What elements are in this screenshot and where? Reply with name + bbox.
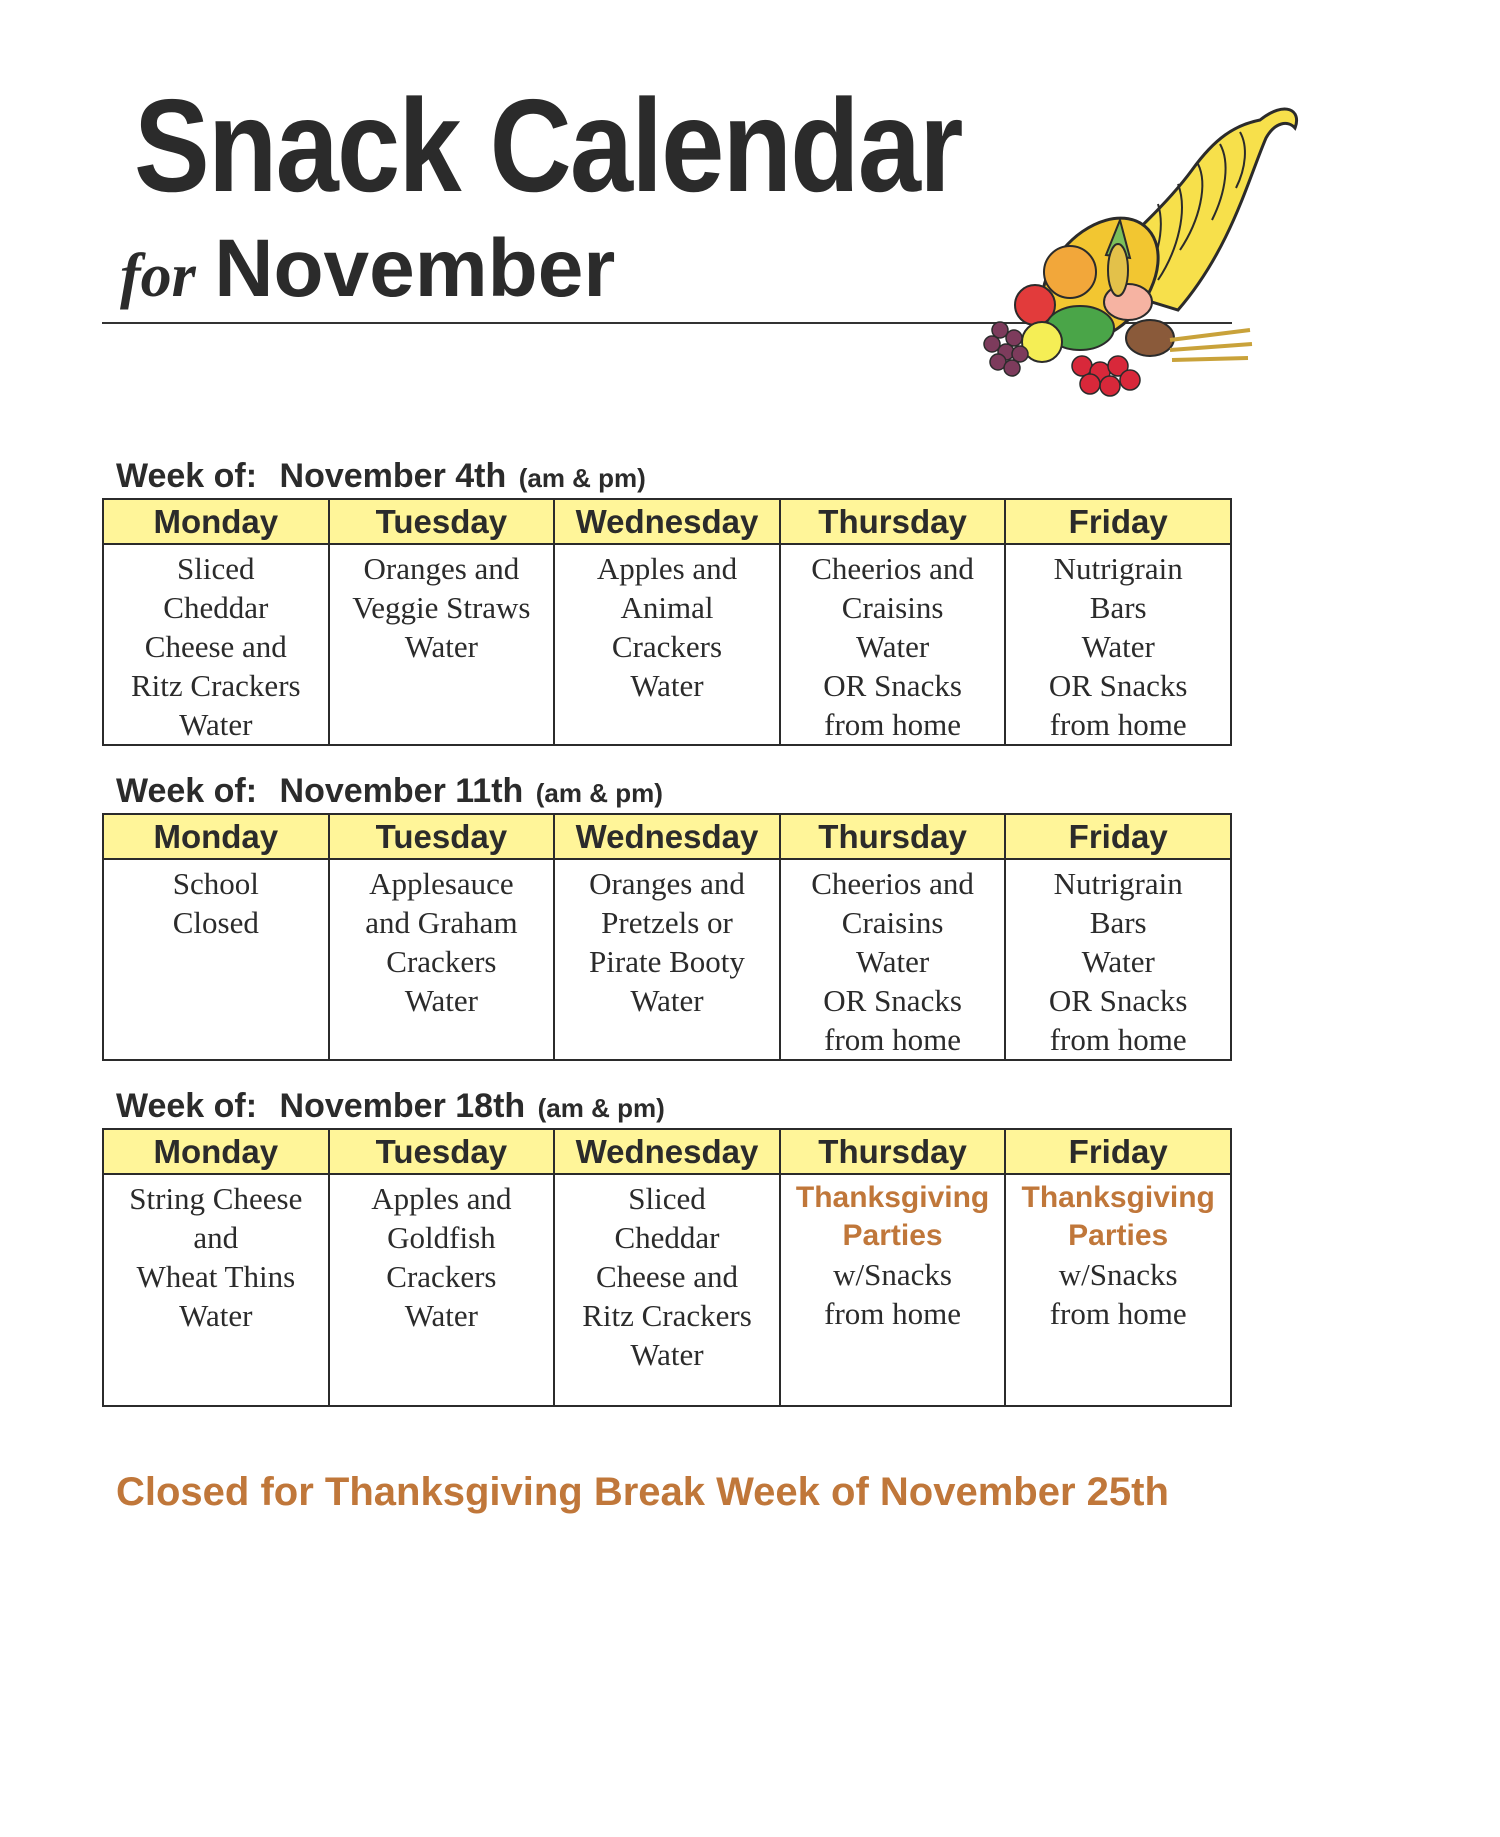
snack-line: Pirate Booty <box>589 944 745 979</box>
snack-line: Apples and <box>596 551 738 586</box>
snack-cell <box>780 1174 1006 1406</box>
snack-line: Water <box>404 983 478 1018</box>
snack-line: from home <box>1049 1022 1187 1057</box>
subtitle-month: November <box>214 223 616 314</box>
day-header: Wednesday <box>554 499 780 544</box>
snack-line: Water <box>630 668 704 703</box>
snack-line: Thanksgiving <box>795 1181 990 1214</box>
snack-line: Applesauce <box>369 866 514 901</box>
snack-line: from home <box>824 1296 962 1331</box>
week-date: November 18th <box>279 1087 526 1125</box>
week-note: (am & pm) <box>537 1093 665 1123</box>
snack-cell <box>554 1174 780 1406</box>
snack-line: Nutrigrain <box>1053 551 1183 586</box>
day-header: Friday <box>1005 499 1231 544</box>
snack-line: Cheddar <box>163 590 269 625</box>
snack-cell <box>780 544 1006 745</box>
snack-cell <box>103 1174 329 1406</box>
snack-line: and Graham <box>365 905 518 940</box>
snack-line: Cheddar <box>614 1220 720 1255</box>
snack-line: OR Snacks <box>1048 668 1188 703</box>
snack-line: Cheerios and <box>811 866 974 901</box>
snack-line: Crackers <box>611 629 723 664</box>
day-header: Friday <box>1005 814 1231 859</box>
snack-line: Cheerios and <box>811 551 974 586</box>
page-title: Snack Calendar <box>134 72 962 219</box>
snack-line: Water <box>179 707 253 742</box>
week-note: (am & pm) <box>518 463 646 493</box>
week-heading-1 <box>116 457 646 496</box>
week-date: November 4th <box>279 457 507 495</box>
snack-line: Closed <box>172 905 259 940</box>
day-header: Thursday <box>780 1129 1006 1174</box>
week-heading-3 <box>116 1087 665 1126</box>
week-label: Week of: <box>116 772 258 810</box>
snack-line: Water <box>630 983 704 1018</box>
snack-line: w/Snacks <box>1058 1257 1178 1292</box>
day-header: Friday <box>1005 1129 1231 1174</box>
snack-line: Pretzels or <box>601 905 733 940</box>
day-header: Monday <box>103 1129 329 1174</box>
week-label: Week of: <box>116 1087 258 1125</box>
day-header: Monday <box>103 814 329 859</box>
snack-cell <box>780 859 1006 1060</box>
snack-line: OR Snacks <box>823 983 962 1018</box>
snack-cell <box>103 544 329 745</box>
snack-line: Craisins <box>841 905 944 940</box>
snack-line: Apples and <box>371 1181 512 1216</box>
snack-line: from home <box>1049 1296 1187 1331</box>
snack-line: w/Snacks <box>833 1257 952 1292</box>
week-label: Week of: <box>116 457 258 495</box>
snack-line: Oranges and <box>363 551 520 586</box>
subtitle-for: for <box>120 242 196 310</box>
day-header: Tuesday <box>329 814 555 859</box>
snack-line: Cheese and <box>595 1259 738 1294</box>
snack-line: String Cheese <box>129 1181 303 1216</box>
snack-line: from home <box>824 707 962 742</box>
snack-cell <box>329 1174 555 1406</box>
snack-line: Wheat Thins <box>136 1259 296 1294</box>
snack-table-week-1 <box>102 498 1232 746</box>
closure-notice: Closed for Thanksgiving Break Week of November 25th <box>116 1470 1169 1514</box>
snack-table-week-2 <box>102 813 1232 1061</box>
snack-line: Crackers <box>386 944 497 979</box>
snack-line: Bars <box>1089 590 1147 625</box>
snack-line: Crackers <box>386 1259 497 1294</box>
day-header: Tuesday <box>329 499 555 544</box>
snack-cell <box>329 544 555 745</box>
snack-cell <box>554 544 780 745</box>
snack-line: Ritz Crackers <box>582 1298 752 1333</box>
snack-line: from home <box>824 1022 962 1057</box>
snack-line: Parties <box>842 1219 943 1252</box>
week-note: (am & pm) <box>535 778 663 808</box>
snack-line: Water <box>1081 629 1155 664</box>
snack-line: School <box>172 866 259 901</box>
snack-cell <box>1005 544 1231 745</box>
snack-line: Water <box>404 1298 478 1333</box>
snack-line: Water <box>855 629 930 664</box>
snack-line: Parties <box>1068 1219 1169 1252</box>
day-header: Tuesday <box>329 1129 555 1174</box>
snack-line: Thanksgiving <box>1021 1181 1215 1214</box>
snack-line: OR Snacks <box>823 668 962 703</box>
snack-line: Water <box>630 1337 704 1372</box>
day-header: Thursday <box>780 814 1006 859</box>
day-header: Thursday <box>780 499 1006 544</box>
snack-cell <box>1005 859 1231 1060</box>
snack-table-week-3 <box>102 1128 1232 1407</box>
snack-line: Animal <box>620 590 714 625</box>
snack-line: Nutrigrain <box>1053 866 1183 901</box>
snack-line: and <box>193 1220 239 1255</box>
snack-cell <box>1005 1174 1231 1406</box>
cornucopia-icon <box>930 80 1330 420</box>
snack-line: Water <box>1081 944 1155 979</box>
snack-line: Cheese and <box>144 629 287 664</box>
snack-line: Goldfish <box>387 1220 496 1255</box>
snack-line: Water <box>855 944 930 979</box>
week-heading-2 <box>116 772 663 811</box>
week-date: November 11th <box>279 772 524 810</box>
snack-cell <box>329 859 555 1060</box>
snack-line: from home <box>1049 707 1187 742</box>
snack-line: Water <box>404 629 478 664</box>
snack-line: Sliced <box>628 1181 706 1216</box>
snack-line: Craisins <box>841 590 944 625</box>
day-header: Wednesday <box>554 1129 780 1174</box>
snack-line: Water <box>179 1298 253 1333</box>
snack-line: Sliced <box>177 551 255 586</box>
snack-line: Ritz Crackers <box>131 668 301 703</box>
snack-line: Bars <box>1089 905 1147 940</box>
snack-cell <box>554 859 780 1060</box>
page-subtitle <box>120 222 615 316</box>
snack-line: Oranges and <box>589 866 745 901</box>
snack-cell <box>103 859 329 1060</box>
day-header: Monday <box>103 499 329 544</box>
day-header: Wednesday <box>554 814 780 859</box>
snack-line: OR Snacks <box>1048 983 1188 1018</box>
snack-line: Veggie Straws <box>352 590 531 625</box>
